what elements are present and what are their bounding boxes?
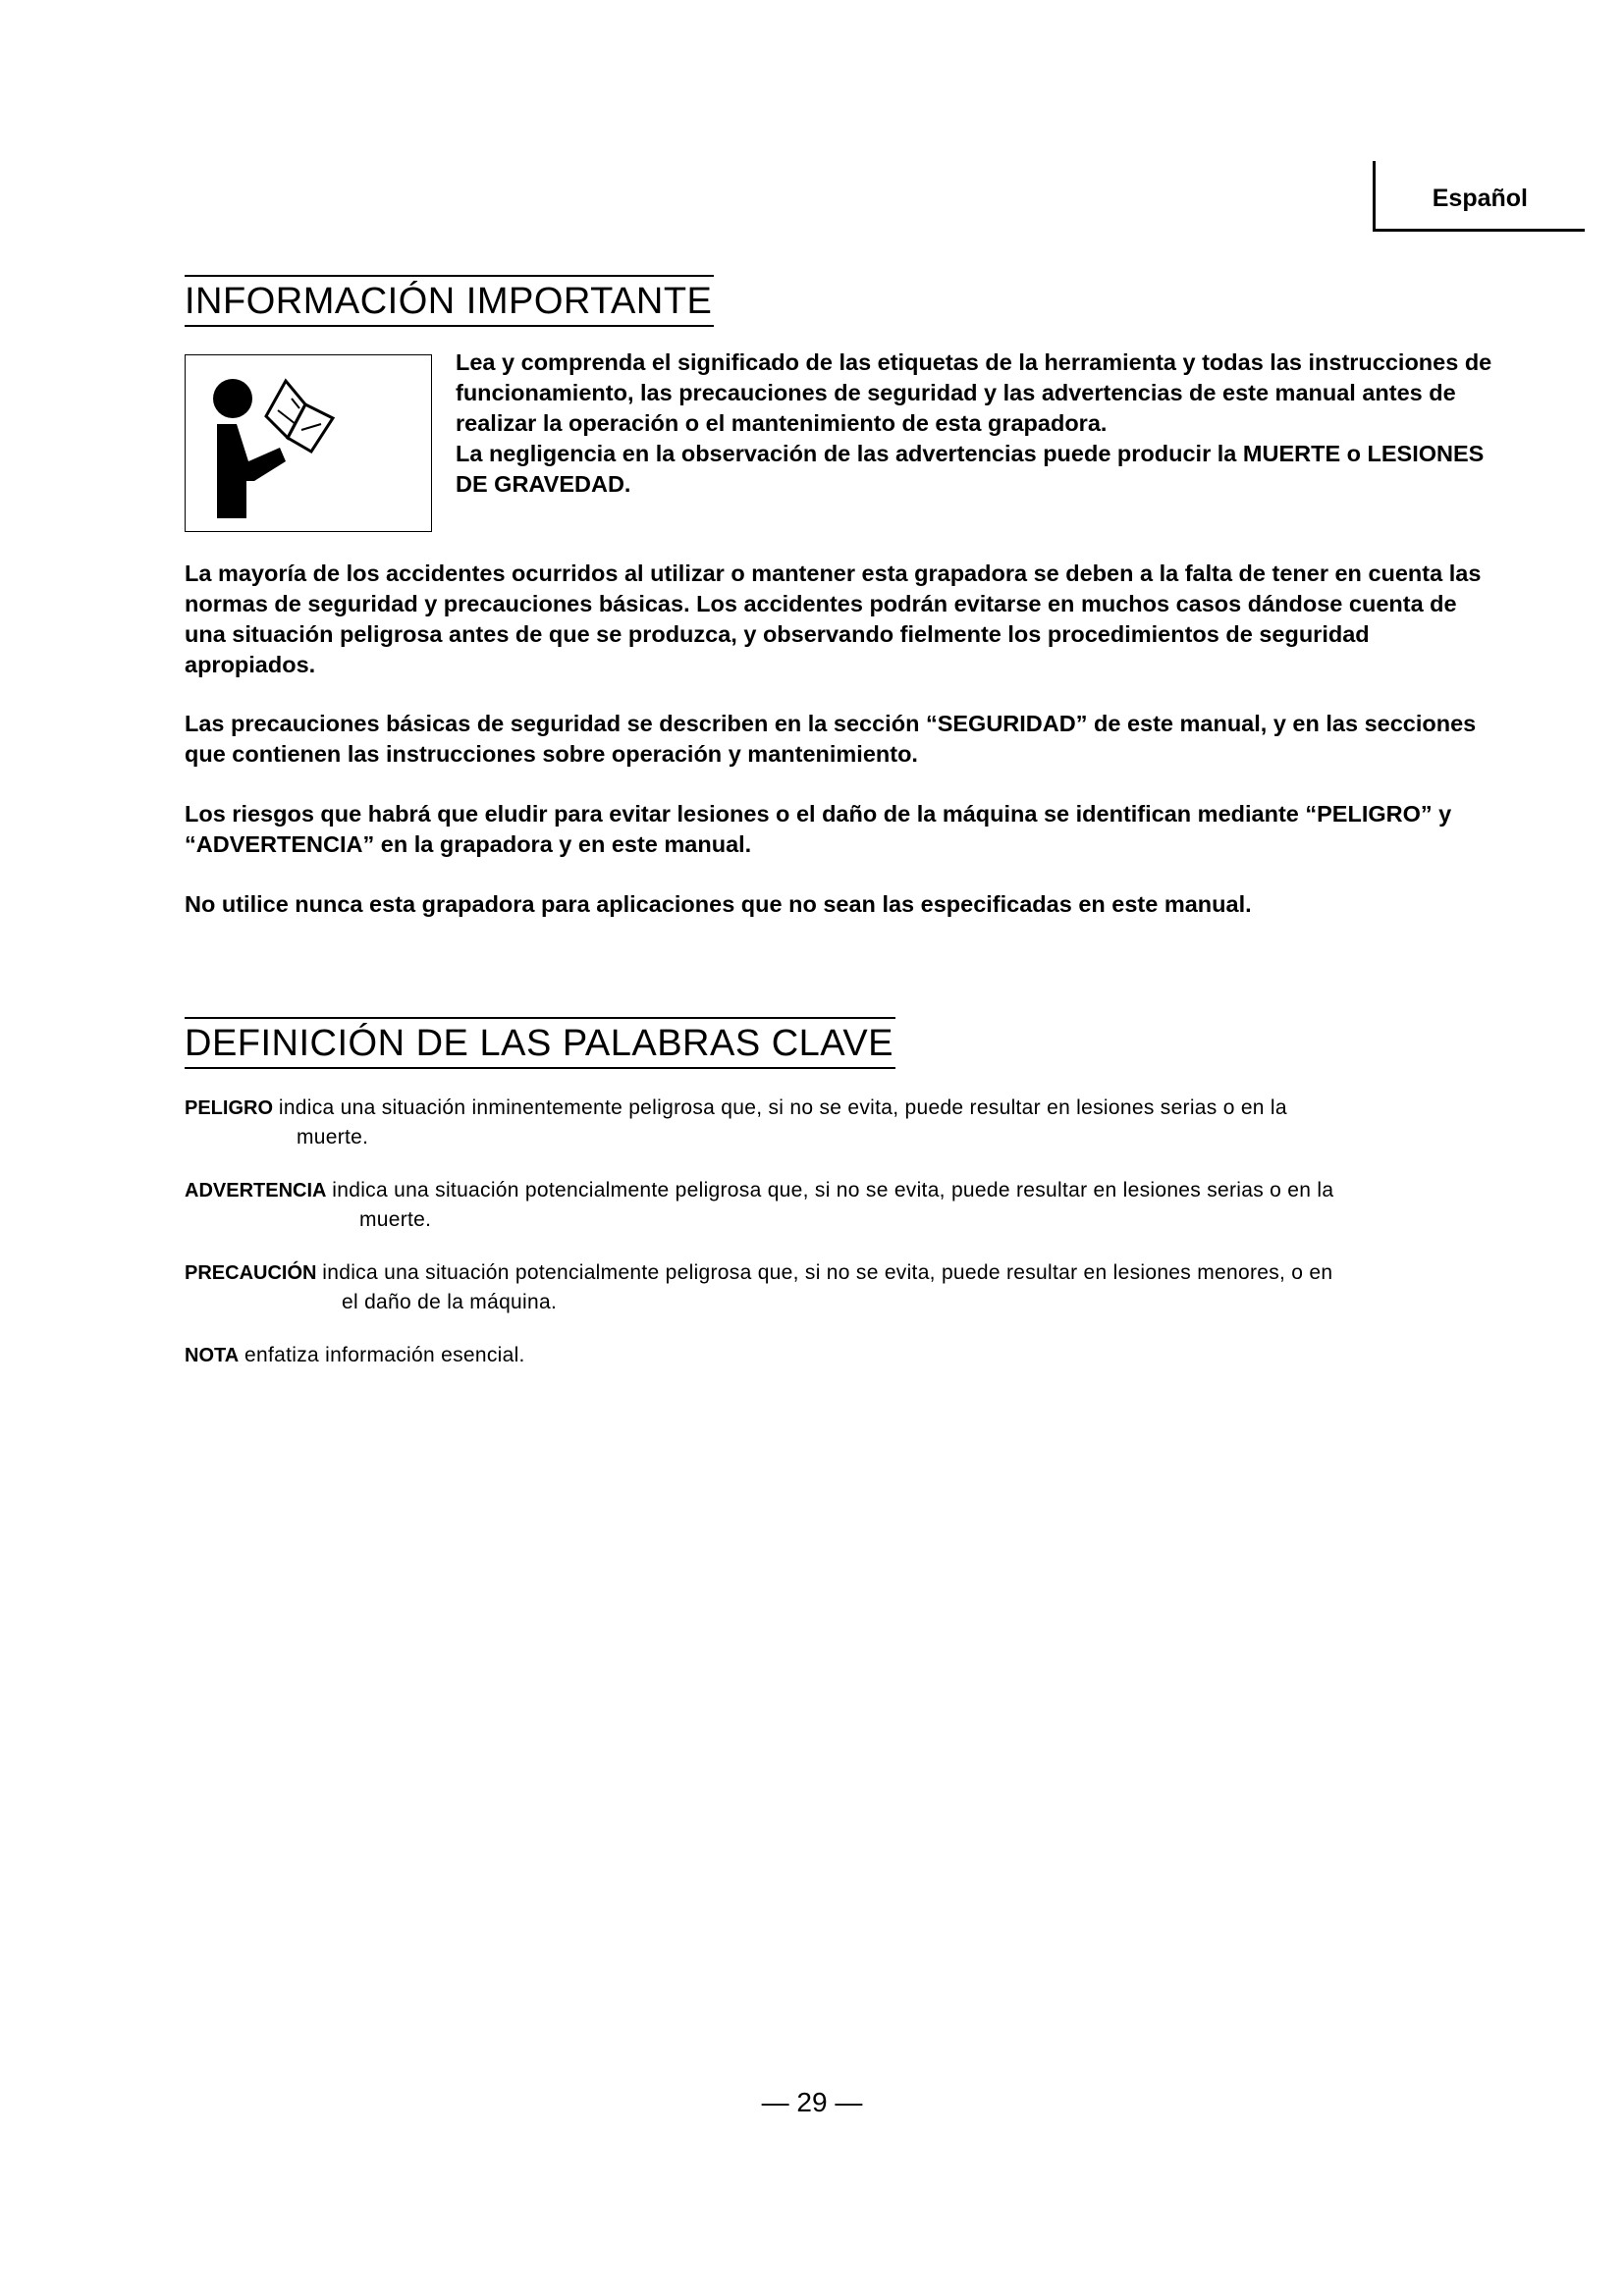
intro-line-2: La negligencia en la observación de las advertencias puede producir la MUERTE o LESIONES DE GRAVEDAD. xyxy=(456,441,1485,497)
definition-precaucion xyxy=(185,1258,1500,1317)
paragraph-2: Las precauciones básicas de seguridad se describen en la sección “SEGURIDAD” de este manual, y en las secciones que contienen las instrucciones sobre operación y mantenimiento. xyxy=(185,711,1477,767)
paragraph-4: No utilice nunca esta grapadora para aplicaciones que no sean las especificadas en este manual. xyxy=(185,891,1252,917)
term-precaucion: PRECAUCIÓN xyxy=(185,1262,317,1284)
intro-text xyxy=(456,347,1496,500)
definition-text: indica una situación potencialmente peligrosa que, si no se evita, puede resultar en lesiones menores, o en xyxy=(322,1261,1333,1284)
definition-text: indica una situación inminentemente peligrosa que, si no se evita, puede resultar en lesiones serias o en la xyxy=(278,1096,1287,1119)
paragraph-1: La mayoría de los accidentes ocurridos al utilizar o mantener esta grapadora se deben a la falta de tener en cuenta las normas de seguridad y precauciones básicas. Los accidentes podrán evitarse en muchos casos dándose cuenta de una situación peligrosa antes de que se produzca, y observando fielmente los procedimientos de seguridad apropiados. xyxy=(185,561,1482,677)
language-tab xyxy=(1373,161,1585,232)
paragraph-3: Los riesgos que habrá que eludir para evitar lesiones o el daño de la máquina se identifican mediante “PELIGRO” y “ADVERTENCIA” en la grapadora y en este manual. xyxy=(185,801,1452,857)
person-reading-manual-icon xyxy=(186,355,430,530)
section-title-definitions: DEFINICIÓN DE LAS PALABRAS CLAVE xyxy=(185,1017,895,1069)
language-label: Español xyxy=(1432,185,1528,212)
read-manual-icon-box xyxy=(185,354,432,532)
term-advertencia: ADVERTENCIA xyxy=(185,1180,327,1201)
definition-text: indica una situación potencialmente peligrosa que, si no se evita, puede resultar en lesiones serias o en la xyxy=(332,1179,1334,1201)
section-title-info: INFORMACIÓN IMPORTANTE xyxy=(185,275,714,327)
definition-advertencia xyxy=(185,1176,1500,1235)
term-peligro: PELIGRO xyxy=(185,1097,274,1119)
definition-text-cont: el daño de la máquina. xyxy=(342,1291,558,1313)
definition-text-cont: muerte. xyxy=(359,1208,432,1231)
intro-line-1: Lea y comprenda el significado de las etiquetas de la herramienta y todas las instrucciones de funcionamiento, las precauciones de seguridad y las advertencias de este manual antes de realizar la operación o el mantenimiento de esta grapadora. xyxy=(456,349,1492,436)
definition-text-cont: muerte. xyxy=(297,1126,369,1148)
definition-peligro xyxy=(185,1094,1500,1152)
page-number: — 29 — xyxy=(761,2087,863,2117)
definition-text: enfatiza información esencial. xyxy=(244,1344,525,1366)
definition-nota xyxy=(185,1341,1500,1370)
term-nota: NOTA xyxy=(185,1345,240,1366)
